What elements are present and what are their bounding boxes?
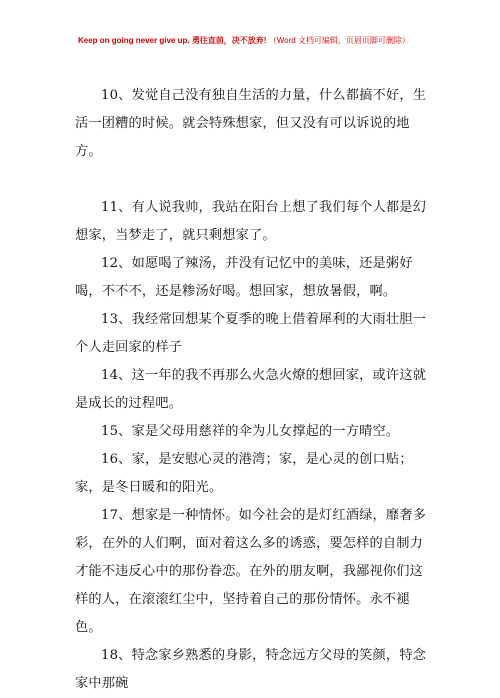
paragraph-11: 11、有人说我帅，我站在阳台上想了我们每个人都是幻想家，当梦走了，就只剩想家了。 xyxy=(75,200,427,243)
header-motto-cn: 勇往直前，决不放弃! xyxy=(191,36,267,45)
paragraph-17: 17、想家是一种情怀。如今社会的是灯红酒绿，靡奢多彩，在外的人们啊，面对着这么多的诱惑，要怎样的自制力才能不违反心中的那份眷恋。在外的朋友啊，我鄙视你们这样的人，在滚滚红尘中，坚持着自己的那份情怀。永不褪色。 xyxy=(75,508,427,635)
paragraph-18: 18、特念家乡熟悉的身影，特念远方父母的笑颜，特念家中那碗 xyxy=(75,648,427,691)
paragraph-13: 13、我经常回想某个夏季的晚上借着犀利的大雨壮胆一个人走回家的样子 xyxy=(75,312,427,355)
paragraph-15: 15、家是父母用慈祥的伞为儿女撑起的一方晴空。 xyxy=(101,424,400,439)
paragraph-10: 10、发觉自己没有独自生活的力量，什么都搞不好，生活一团糟的时候。就会特殊想家，但又没有可以诉说的地方。 xyxy=(75,88,427,159)
header-note: （Word 文档可编辑，页眉页脚可删除） xyxy=(268,36,410,45)
page-header xyxy=(78,35,410,46)
header-motto-en: Keep on going never give up. xyxy=(78,36,190,45)
paragraph-16: 16、家，是安慰心灵的港湾；家，是心灵的创口贴；家，是冬日暖和的阳光。 xyxy=(75,452,413,495)
paragraph-14: 14、这一年的我不再那么火急火燎的想回家，或许这就是成长的过程吧。 xyxy=(75,368,427,411)
paragraph-12: 12、如愿喝了辣汤，并没有记忆中的美味，还是粥好喝，不不不，还是糁汤好喝。想回家，想放暑假，啊。 xyxy=(75,256,413,299)
paragraph-gap xyxy=(75,166,427,194)
document-body xyxy=(75,82,427,698)
